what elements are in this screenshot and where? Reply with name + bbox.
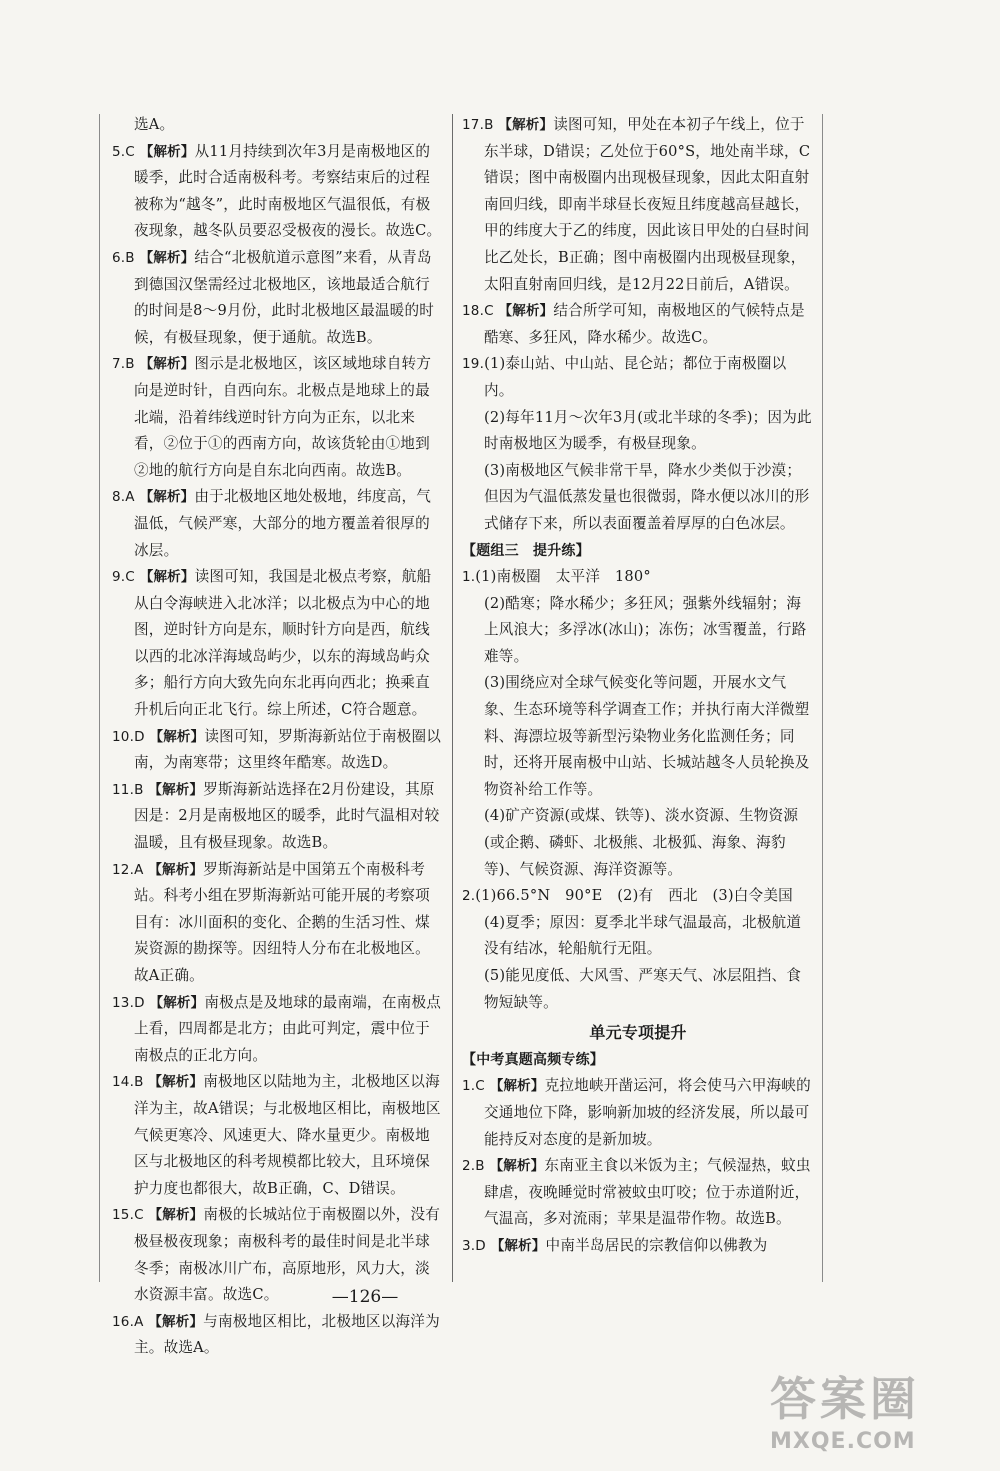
answer-text: 读图可知，我国是北极点考察，航船从白令海峡进入北冰洋；以北极点为中心的地图，逆时针方向是东，顺时针方向是西，航线以西的北冰洋海域岛屿少，以东的海域岛屿众多；船行方向大致先向东北再向西北；换乘直升机后向正北飞行。综上所述，C符合题意。 bbox=[134, 568, 432, 719]
analysis-tag: 【解析】 bbox=[139, 356, 195, 373]
analysis-tag: 【解析】 bbox=[149, 994, 205, 1011]
answer-text: 南极点是及地球的最南端，在南极点上看，四周都是北方；由此可判定，震中位于南极点的正北方向。 bbox=[134, 993, 442, 1064]
section-title: 单元专项提升 bbox=[589, 1023, 687, 1043]
page-number: —126— bbox=[331, 1287, 399, 1307]
answer-number: 1.C bbox=[462, 1078, 485, 1095]
answer-number: 3.D bbox=[462, 1237, 486, 1254]
watermark-logo-text: 答案圈 bbox=[770, 1372, 920, 1426]
answer-number: 8.A bbox=[112, 489, 135, 506]
answer-text: 读图可知，罗斯海新站位于南极圈以南，为南寒带；这里终年酷寒。故选D。 bbox=[134, 727, 442, 772]
answer-item bbox=[462, 564, 814, 591]
answer-number: 9.C bbox=[112, 569, 135, 586]
answer-item bbox=[462, 1073, 814, 1153]
answer-text: 结合“北极航道示意图”来看，从青岛到德国汉堡需经过北极地区，该地最适合航行的时间是8～9月份，此时北极地区最温暖的时候，有极昼现象，便于通航。故选B。 bbox=[134, 248, 435, 346]
answer-text: 东南亚主食以米饭为主；气候湿热，蚊虫肆虐，夜晚睡觉时常被蚊虫叮咬；位于赤道附近，气温高，多对流雨；苹果是温带作物。故选B。 bbox=[484, 1157, 811, 1228]
answer-number: 15.C bbox=[112, 1207, 144, 1224]
answer-text: 由于北极地区地处极地，纬度高，气温低，气候严寒，大部分的地方覆盖着很厚的冰层。 bbox=[134, 488, 432, 559]
answer-text: 读图可知，甲处在本初子午线上，位于东半球，D错误；乙处位于60°S，地处南半球，C错误；图中南极圈内出现极昼现象，因此太阳直射南回归线，即南半球昼长夜短且纬度越高昼越长，甲的纬度大于乙的纬度，因此该日甲处的白昼时间比乙处长，B正确；图中南极圈内出现极昼现象，太阳直射南回归线，是12月22日前后，A错误。 bbox=[484, 116, 811, 293]
answer-item bbox=[112, 777, 442, 857]
group-heading: 【题组三 提升练】 bbox=[462, 542, 590, 559]
group-heading: 【中考真题高频专练】 bbox=[462, 1051, 604, 1068]
analysis-tag: 【解析】 bbox=[489, 1078, 545, 1095]
right-column bbox=[462, 112, 814, 1260]
answer-text: 克拉地峡开凿运河，将会使马六甲海峡的交通地位下降，影响新加坡的经济发展，所以最可能持反对态度的是新加坡。 bbox=[484, 1077, 811, 1148]
answer-continuation: (4)矿产资源(或煤、铁等)、淡水资源、生物资源(或企鹅、磷虾、北极熊、北极狐、海象、海豹等)、气候资源、海洋资源等。 bbox=[484, 807, 799, 878]
analysis-tag: 【解析】 bbox=[139, 249, 195, 266]
answer-continuation: (2)每年11月～次年3月(或北半球的冬季)；因为此时南极地区为暖季，有极昼现象。 bbox=[484, 408, 812, 453]
answer-number: 5.C bbox=[112, 143, 135, 160]
answer-continuation: (3)围绕应对全球气候变化等问题，开展水文气象、生态环境等科学调查工作；并执行南大洋微塑料、海漂垃圾等新型污染物业务化监测任务；同时，还将开展南极中山站、长城站越冬人员轮换及物资补给工作等。 bbox=[484, 674, 810, 798]
answer-number: 14.B bbox=[112, 1074, 144, 1091]
answer-number: 17.B bbox=[462, 117, 494, 133]
watermark-url: MXQE.COM bbox=[770, 1429, 916, 1454]
answer-text: 结合所学可知，南极地区的气候特点是酷寒、多狂风，降水稀少。故选C。 bbox=[484, 302, 805, 346]
answer-number: 10.D bbox=[112, 728, 145, 745]
answer-number: 19. bbox=[462, 356, 485, 373]
left-margin-rule bbox=[99, 114, 100, 1282]
answer-text: 图示是北极地区，该区域地球自转方向是逆时针，自西向东。北极点是地球上的最北端，沿着纬线逆时针方向为正东，以北来看，②位于①的西南方向，故该货轮由①地到②地的航行方向是自东北向西南。故选B。 bbox=[134, 355, 432, 479]
answer-item bbox=[462, 883, 814, 910]
answer-text: (1)66.5°N 90°E (2)有 西北 (3)白令美国 bbox=[475, 887, 793, 905]
answer-text: (1)南极圈 太平洋 180° bbox=[475, 568, 651, 586]
answer-number: 11.B bbox=[112, 781, 144, 798]
answer-text: 罗斯海新站选择在2月份建设，其原因是：2月是南极地区的暖季，此时气温相对较温暖，且有极昼现象。故选B。 bbox=[134, 780, 440, 852]
answer-continuation: (3)南极地区气候非常干旱，降水少类似于沙漠；但因为气温低蒸发量也很微弱，降水便以冰川的形式储存下来，所以表面覆盖着厚厚的白色冰层。 bbox=[484, 461, 810, 532]
answer-item bbox=[112, 1309, 442, 1362]
analysis-tag: 【解析】 bbox=[489, 1158, 545, 1175]
left-column bbox=[112, 112, 442, 1362]
column-divider bbox=[452, 114, 453, 1282]
answer-item bbox=[112, 1069, 442, 1202]
answer-item bbox=[112, 139, 442, 245]
answer-item bbox=[112, 245, 442, 351]
answer-number: 2. bbox=[462, 888, 476, 905]
answer-continuation: (2)酷寒；降水稀少；多狂风；强紫外线辐射；海上风浪大；多浮冰(冰山)；冻伤；冰雪覆盖，行路难等。 bbox=[484, 594, 807, 665]
analysis-tag: 【解析】 bbox=[139, 569, 195, 586]
answer-number: 18.C bbox=[462, 303, 494, 320]
analysis-tag: 【解析】 bbox=[148, 861, 204, 878]
answer-item bbox=[112, 564, 442, 724]
watermark-logo bbox=[770, 1363, 950, 1453]
answer-continuation: 选A。 bbox=[134, 116, 175, 133]
answer-continuation: (4)夏季；原因：夏季北半球气温最高，北极航道没有结冰，轮船航行无阻。 bbox=[484, 913, 802, 958]
answer-text: 中南半岛居民的宗教信仰以佛教为 bbox=[545, 1236, 768, 1254]
analysis-tag: 【解析】 bbox=[148, 781, 204, 798]
answer-number: 13.D bbox=[112, 994, 145, 1011]
right-margin-rule bbox=[822, 114, 823, 1282]
answer-text: 从11月持续到次年3月是南极地区的暖季，此时合适南极科考。考察结束后的过程被称为“越冬”，此时南极地区气温很低，有极夜现象，越冬队员要忍受极夜的漫长。故选C。 bbox=[134, 142, 442, 240]
answer-number: 2.B bbox=[462, 1158, 485, 1175]
answer-item bbox=[462, 351, 814, 404]
answer-number: 16.A bbox=[112, 1313, 144, 1330]
analysis-tag: 【解析】 bbox=[148, 1313, 204, 1330]
answer-text: 南极的长城站位于南极圈以外，没有极昼极夜现象；南极科考的最佳时间是北半球冬季；南极冰川广布，高原地形，风力大，淡水资源丰富。故选C。 bbox=[134, 1206, 441, 1304]
analysis-tag: 【解析】 bbox=[148, 1207, 204, 1224]
answer-item bbox=[112, 857, 442, 990]
analysis-tag: 【解析】 bbox=[148, 1074, 204, 1091]
answer-number: 6.B bbox=[112, 249, 135, 266]
answer-text: 南极地区以陆地为主，北极地区以海洋为主，故A错误；与北极地区相比，南极地区气候更寒冷、风速更大、降水量更少。南极地区与北极地区的科考规模都比较大，且环境保护力度也都很大，故B正确，C、D错误。 bbox=[134, 1073, 441, 1197]
answer-item bbox=[112, 724, 442, 777]
answer-item bbox=[112, 990, 442, 1070]
analysis-tag: 【解析】 bbox=[149, 728, 205, 745]
answer-item bbox=[462, 112, 814, 298]
analysis-tag: 【解析】 bbox=[490, 1237, 546, 1254]
answer-item bbox=[112, 351, 442, 484]
analysis-tag: 【解析】 bbox=[498, 117, 554, 133]
answer-item bbox=[462, 1233, 814, 1260]
answer-text: (1)泰山站、中山站、昆仑站；都位于南极圈以内。 bbox=[484, 355, 787, 399]
analysis-tag: 【解析】 bbox=[498, 303, 554, 320]
analysis-tag: 【解析】 bbox=[139, 489, 195, 506]
answer-item bbox=[462, 1153, 814, 1233]
answer-number: 7.B bbox=[112, 356, 135, 373]
answer-number: 12.A bbox=[112, 861, 144, 878]
analysis-tag: 【解析】 bbox=[139, 143, 195, 160]
answer-item bbox=[462, 298, 814, 351]
answer-text: 罗斯海新站是中国第五个南极科考站。科考小组在罗斯海新站可能开展的考察项目有：冰川面积的变化、企鹅的生活习性、煤炭资源的勘探等。因纽特人分布在北极地区。故A正确。 bbox=[134, 860, 430, 984]
answer-item bbox=[112, 484, 442, 564]
answer-number: 1. bbox=[462, 569, 476, 586]
answer-continuation: (5)能见度低、大风雪、严寒天气、冰层阻挡、食物短缺等。 bbox=[484, 967, 802, 1011]
answer-text: 与南极地区相比，北极地区以海洋为主。故选A。 bbox=[134, 1312, 440, 1357]
